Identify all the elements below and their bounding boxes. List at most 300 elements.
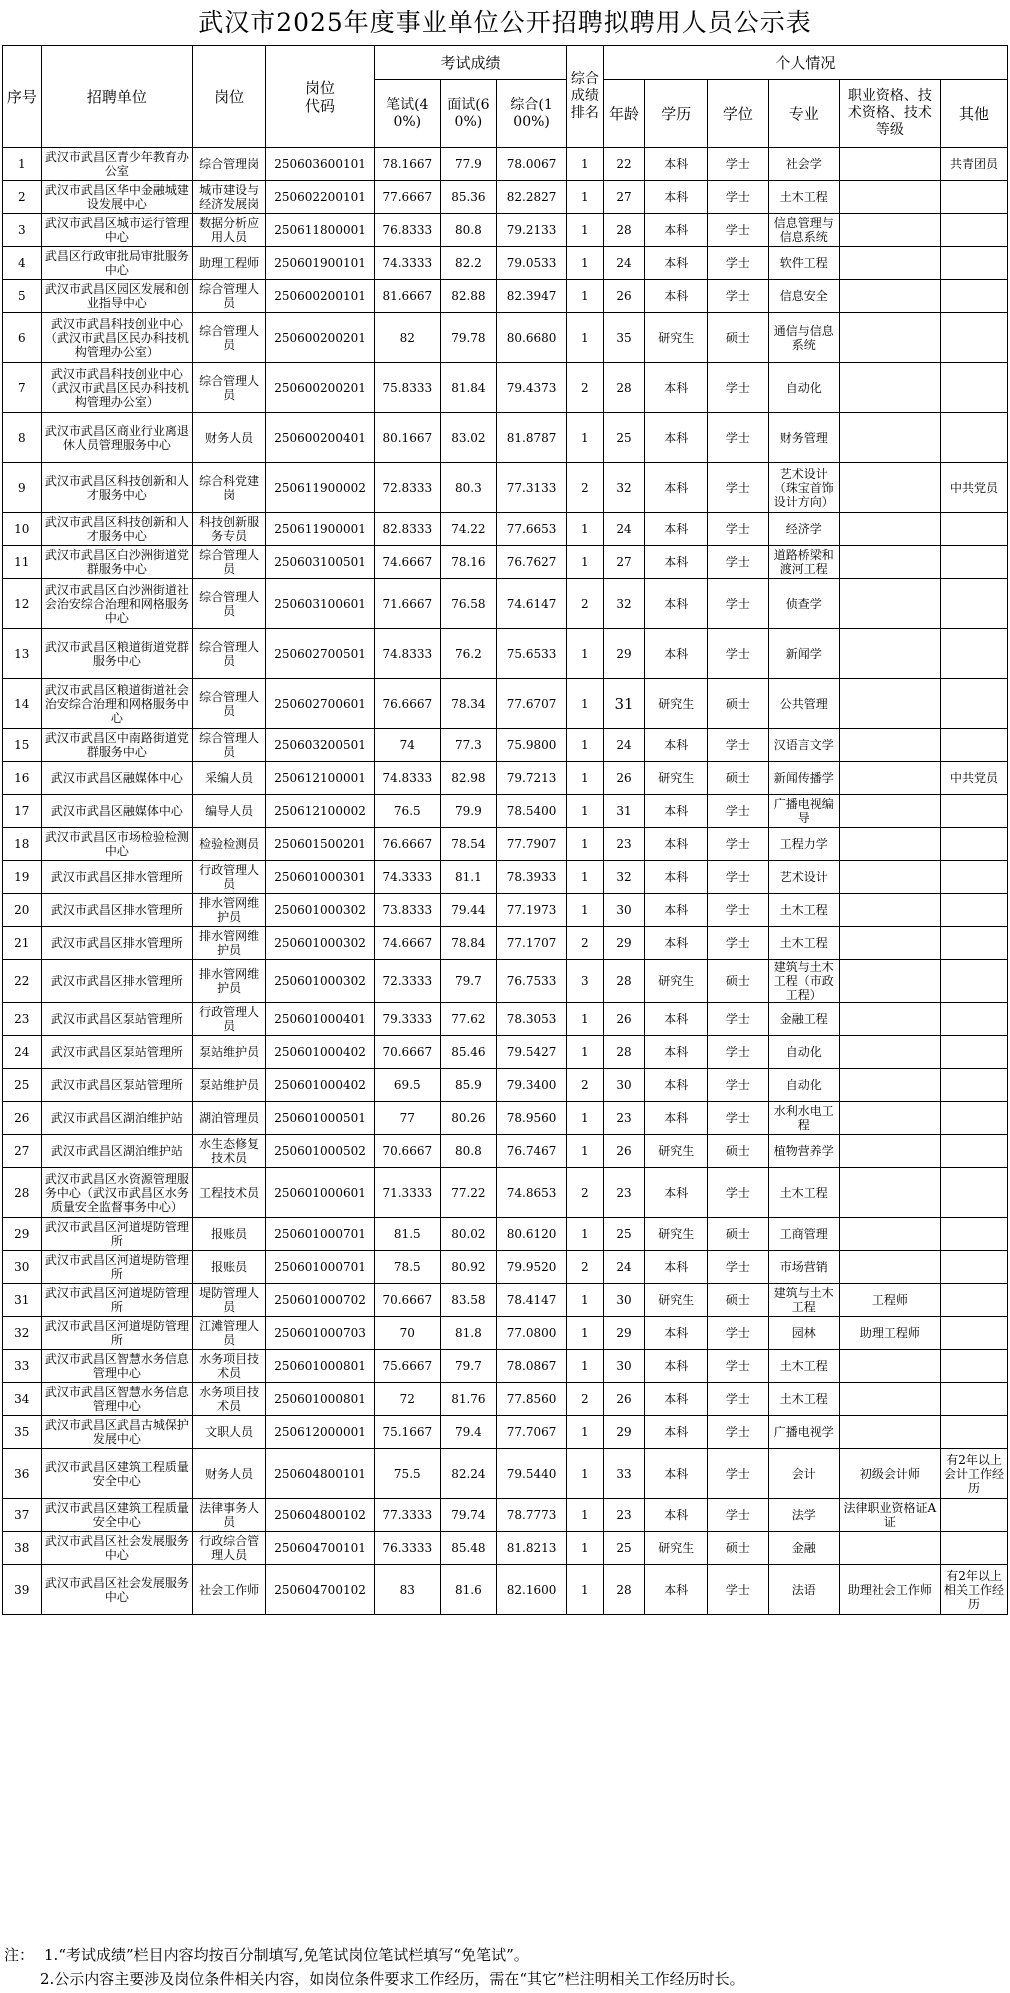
row-code: 250601000302	[266, 960, 375, 1003]
row-code: 250612100002	[266, 795, 375, 828]
header-qualification-text: 职业资格、技术资格、技术等级	[847, 88, 932, 138]
row-qualification	[839, 1102, 940, 1135]
row-other	[941, 1218, 1008, 1251]
row-rank: 1	[567, 1565, 604, 1615]
row-other	[941, 579, 1008, 629]
row-other	[941, 1350, 1008, 1383]
row-qualification: 助理工程师	[839, 1317, 940, 1350]
row-seq: 16	[3, 762, 42, 795]
row-education: 研究生	[645, 1532, 708, 1565]
row-interview-score: 83.02	[440, 413, 496, 463]
row-other	[941, 513, 1008, 546]
table-row	[3, 1416, 1008, 1449]
row-total-score: 78.4147	[497, 1284, 567, 1317]
row-degree: 学士	[708, 513, 769, 546]
row-written-score: 72.3333	[374, 960, 440, 1003]
row-total-score: 78.7773	[497, 1499, 567, 1532]
row-age: 28	[603, 214, 645, 247]
row-code: 250601000801	[266, 1350, 375, 1383]
row-written-score: 82.8333	[374, 513, 440, 546]
row-qualification	[839, 795, 940, 828]
row-interview-score: 80.92	[440, 1251, 496, 1284]
row-qualification	[839, 927, 940, 960]
row-seq: 29	[3, 1218, 42, 1251]
footnotes	[4, 1943, 1004, 1991]
row-unit: 武汉市武昌区粮道街道党群服务中心	[41, 629, 192, 679]
row-interview-score: 81.6	[440, 1565, 496, 1615]
row-total-score: 78.5400	[497, 795, 567, 828]
row-total-score: 82.3947	[497, 280, 567, 313]
row-code: 250601000601	[266, 1168, 375, 1218]
row-interview-score: 80.8	[440, 214, 496, 247]
candidates-table	[2, 45, 1008, 1615]
row-total-score: 79.2133	[497, 214, 567, 247]
row-degree: 学士	[708, 363, 769, 413]
row-code: 250601000703	[266, 1317, 375, 1350]
header-degree: 学位	[708, 80, 769, 148]
row-code: 250604700101	[266, 1532, 375, 1565]
row-interview-score: 78.84	[440, 927, 496, 960]
row-seq: 18	[3, 828, 42, 861]
row-rank: 1	[567, 795, 604, 828]
row-code: 250601000402	[266, 1069, 375, 1102]
row-interview-score: 77.62	[440, 1003, 496, 1036]
row-qualification	[839, 280, 940, 313]
row-position: 水务项目技术员	[193, 1383, 266, 1416]
row-interview-score: 81.1	[440, 861, 496, 894]
row-degree: 学士	[708, 1499, 769, 1532]
row-written-score: 74.3333	[374, 861, 440, 894]
row-written-score: 72.8333	[374, 463, 440, 513]
row-other: 中共党员	[941, 762, 1008, 795]
row-qualification	[839, 1069, 940, 1102]
row-other: 中共党员	[941, 463, 1008, 513]
row-degree: 学士	[708, 1350, 769, 1383]
row-rank: 1	[567, 1284, 604, 1317]
row-rank: 2	[567, 1383, 604, 1416]
row-written-score: 71.6667	[374, 579, 440, 629]
row-interview-score: 81.8	[440, 1317, 496, 1350]
table-row	[3, 280, 1008, 313]
row-qualification	[839, 1135, 940, 1168]
row-age: 23	[603, 1102, 645, 1135]
header-age: 年龄	[603, 80, 645, 148]
row-education: 本科	[645, 861, 708, 894]
row-position: 综合管理人员	[193, 363, 266, 413]
row-code: 250603200501	[266, 729, 375, 762]
row-degree: 学士	[708, 1449, 769, 1499]
header-interview-text: 面试(60%)	[447, 96, 490, 130]
row-unit: 武汉市武昌区湖泊维护站	[41, 1102, 192, 1135]
row-unit: 武汉市武昌区科技创新和人才服务中心	[41, 463, 192, 513]
row-code: 250604700102	[266, 1565, 375, 1615]
row-age: 23	[603, 1499, 645, 1532]
row-code: 250601000801	[266, 1383, 375, 1416]
row-seq: 31	[3, 1284, 42, 1317]
row-seq: 21	[3, 927, 42, 960]
row-degree: 学士	[708, 894, 769, 927]
row-qualification	[839, 1383, 940, 1416]
row-unit: 武汉市武昌区粮道街道社会治安综合治理和网格服务中心	[41, 679, 192, 729]
row-unit: 武汉市武昌区城市运行管理中心	[41, 214, 192, 247]
row-total-score: 78.9560	[497, 1102, 567, 1135]
row-major: 自动化	[768, 1036, 839, 1069]
row-rank: 1	[567, 1449, 604, 1499]
footnote-prefix: 注：	[4, 1946, 35, 1964]
row-education: 本科	[645, 729, 708, 762]
row-unit: 武汉市武昌区河道堤防管理所	[41, 1317, 192, 1350]
row-education: 本科	[645, 1565, 708, 1615]
row-interview-score: 81.76	[440, 1383, 496, 1416]
row-unit: 武汉市武昌区河道堤防管理所	[41, 1284, 192, 1317]
header-written-text: 笔试(40%)	[386, 96, 429, 130]
row-code: 250600200101	[266, 280, 375, 313]
row-qualification	[839, 1218, 940, 1251]
row-age: 26	[603, 280, 645, 313]
row-seq: 3	[3, 214, 42, 247]
row-rank: 2	[567, 363, 604, 413]
row-rank: 2	[567, 927, 604, 960]
row-qualification: 初级会计师	[839, 1449, 940, 1499]
row-age: 28	[603, 1565, 645, 1615]
row-interview-score: 76.58	[440, 579, 496, 629]
header-major: 专业	[768, 80, 839, 148]
row-code: 250601000402	[266, 1036, 375, 1069]
row-written-score: 74.6667	[374, 546, 440, 579]
row-rank: 1	[567, 1317, 604, 1350]
row-code: 250603600101	[266, 148, 375, 181]
row-seq: 35	[3, 1416, 42, 1449]
row-major: 土木工程	[768, 894, 839, 927]
row-written-score: 82	[374, 313, 440, 363]
table-row	[3, 579, 1008, 629]
row-age: 26	[603, 762, 645, 795]
row-seq: 32	[3, 1317, 42, 1350]
row-major: 水利水电工程	[768, 1102, 839, 1135]
row-unit: 武汉市武昌区建筑工程质量安全中心	[41, 1449, 192, 1499]
row-rank: 1	[567, 214, 604, 247]
row-position: 综合管理人员	[193, 729, 266, 762]
row-total-score: 77.3133	[497, 463, 567, 513]
row-seq: 8	[3, 413, 42, 463]
row-unit: 武汉市武昌区科技创新和人才服务中心	[41, 513, 192, 546]
row-education: 本科	[645, 1069, 708, 1102]
row-total-score: 78.3053	[497, 1003, 567, 1036]
row-major: 市场营销	[768, 1251, 839, 1284]
row-education: 本科	[645, 546, 708, 579]
row-major: 信息管理与信息系统	[768, 214, 839, 247]
header-other: 其他	[941, 80, 1008, 148]
row-rank: 2	[567, 1069, 604, 1102]
row-education: 本科	[645, 148, 708, 181]
row-unit: 武汉市武昌区排水管理所	[41, 861, 192, 894]
row-unit: 武汉市武昌区白沙洲街道社会治安综合治理和网格服务中心	[41, 579, 192, 629]
row-education: 本科	[645, 828, 708, 861]
row-rank: 1	[567, 679, 604, 729]
row-major: 新闻学	[768, 629, 839, 679]
row-education: 本科	[645, 513, 708, 546]
row-total-score: 81.8787	[497, 413, 567, 463]
row-rank: 1	[567, 1102, 604, 1135]
row-total-score: 79.3400	[497, 1069, 567, 1102]
row-seq: 5	[3, 280, 42, 313]
row-position: 综合科党建岗	[193, 463, 266, 513]
row-rank: 1	[567, 861, 604, 894]
row-degree: 学士	[708, 1565, 769, 1615]
row-interview-score: 81.84	[440, 363, 496, 413]
row-education: 本科	[645, 1416, 708, 1449]
row-written-score: 76.8333	[374, 214, 440, 247]
row-age: 28	[603, 960, 645, 1003]
row-age: 25	[603, 413, 645, 463]
row-total-score: 78.0867	[497, 1350, 567, 1383]
row-code: 250601000701	[266, 1251, 375, 1284]
table-row	[3, 413, 1008, 463]
row-other	[941, 1284, 1008, 1317]
row-total-score: 79.0533	[497, 247, 567, 280]
row-unit: 武汉市武昌区融媒体中心	[41, 795, 192, 828]
row-position: 财务人员	[193, 413, 266, 463]
row-major: 土木工程	[768, 927, 839, 960]
row-seq: 24	[3, 1036, 42, 1069]
row-major: 软件工程	[768, 247, 839, 280]
row-education: 本科	[645, 1317, 708, 1350]
row-interview-score: 80.8	[440, 1135, 496, 1168]
row-qualification: 工程师	[839, 1284, 940, 1317]
row-code: 250611800001	[266, 214, 375, 247]
header-position: 岗位	[193, 46, 266, 148]
row-qualification	[839, 214, 940, 247]
row-degree: 学士	[708, 1383, 769, 1416]
row-degree: 学士	[708, 181, 769, 214]
row-code: 250612100001	[266, 762, 375, 795]
row-seq: 10	[3, 513, 42, 546]
row-rank: 1	[567, 148, 604, 181]
row-degree: 学士	[708, 927, 769, 960]
table-row	[3, 181, 1008, 214]
row-qualification	[839, 1168, 940, 1218]
table-row	[3, 1499, 1008, 1532]
header-education: 学历	[645, 80, 708, 148]
table-row	[3, 148, 1008, 181]
row-other	[941, 960, 1008, 1003]
row-education: 本科	[645, 1036, 708, 1069]
row-code: 250611900001	[266, 513, 375, 546]
row-interview-score: 82.88	[440, 280, 496, 313]
row-major: 经济学	[768, 513, 839, 546]
row-education: 本科	[645, 1003, 708, 1036]
row-interview-score: 82.24	[440, 1449, 496, 1499]
row-age: 25	[603, 1218, 645, 1251]
row-qualification	[839, 1532, 940, 1565]
row-interview-score: 80.26	[440, 1102, 496, 1135]
table-row	[3, 1317, 1008, 1350]
table-row	[3, 762, 1008, 795]
row-age: 30	[603, 894, 645, 927]
row-major: 自动化	[768, 363, 839, 413]
row-qualification	[839, 513, 940, 546]
row-total-score: 76.7627	[497, 546, 567, 579]
row-degree: 学士	[708, 861, 769, 894]
row-education: 本科	[645, 579, 708, 629]
row-rank: 1	[567, 629, 604, 679]
row-seq: 12	[3, 579, 42, 629]
row-interview-score: 80.3	[440, 463, 496, 513]
row-code: 250602700601	[266, 679, 375, 729]
row-age: 23	[603, 828, 645, 861]
row-major: 自动化	[768, 1069, 839, 1102]
row-written-score: 81.6667	[374, 280, 440, 313]
row-education: 研究生	[645, 679, 708, 729]
row-code: 250611900002	[266, 463, 375, 513]
row-other	[941, 1036, 1008, 1069]
row-qualification	[839, 762, 940, 795]
header-row-1	[3, 46, 1008, 80]
row-degree: 学士	[708, 1003, 769, 1036]
row-total-score: 79.9520	[497, 1251, 567, 1284]
table-row	[3, 214, 1008, 247]
row-rank: 3	[567, 960, 604, 1003]
row-degree: 硕士	[708, 1218, 769, 1251]
row-major: 法语	[768, 1565, 839, 1615]
row-qualification	[839, 1350, 940, 1383]
row-other	[941, 1251, 1008, 1284]
row-position: 法律事务人员	[193, 1499, 266, 1532]
row-seq: 14	[3, 679, 42, 729]
row-written-score: 75.6667	[374, 1350, 440, 1383]
header-personal: 个人情况	[603, 46, 1007, 80]
row-qualification	[839, 629, 940, 679]
row-total-score: 77.0800	[497, 1317, 567, 1350]
row-degree: 硕士	[708, 762, 769, 795]
row-major: 建筑与土木工程（市政工程）	[768, 960, 839, 1003]
row-other	[941, 1003, 1008, 1036]
row-other	[941, 413, 1008, 463]
row-position: 湖泊管理员	[193, 1102, 266, 1135]
row-total-score: 77.1707	[497, 927, 567, 960]
row-education: 本科	[645, 463, 708, 513]
row-education: 本科	[645, 1449, 708, 1499]
header-written	[374, 80, 440, 148]
row-seq: 23	[3, 1003, 42, 1036]
row-other	[941, 181, 1008, 214]
row-qualification: 助理社会工作师	[839, 1565, 940, 1615]
row-code: 250601000401	[266, 1003, 375, 1036]
row-degree: 学士	[708, 1102, 769, 1135]
row-position: 排水管网维护员	[193, 927, 266, 960]
row-major: 建筑与土木工程	[768, 1284, 839, 1317]
row-position: 报账员	[193, 1218, 266, 1251]
row-education: 研究生	[645, 313, 708, 363]
row-unit: 武汉市武昌区排水管理所	[41, 894, 192, 927]
row-unit: 武汉市武昌区河道堤防管理所	[41, 1218, 192, 1251]
table-row	[3, 1135, 1008, 1168]
row-major: 通信与信息系统	[768, 313, 839, 363]
row-major: 土木工程	[768, 181, 839, 214]
row-other	[941, 1383, 1008, 1416]
row-interview-score: 79.74	[440, 1499, 496, 1532]
row-education: 本科	[645, 795, 708, 828]
table-row	[3, 861, 1008, 894]
header-interview	[440, 80, 496, 148]
row-qualification	[839, 247, 940, 280]
table-row	[3, 313, 1008, 363]
row-position: 泵站维护员	[193, 1036, 266, 1069]
table-row	[3, 1284, 1008, 1317]
row-code: 250612000001	[266, 1416, 375, 1449]
row-other	[941, 247, 1008, 280]
row-qualification	[839, 861, 940, 894]
row-position: 行政管理人员	[193, 1003, 266, 1036]
row-written-score: 76.5	[374, 795, 440, 828]
table-row	[3, 828, 1008, 861]
row-rank: 2	[567, 463, 604, 513]
row-major: 公共管理	[768, 679, 839, 729]
row-unit: 武汉市武昌区社会发展服务中心	[41, 1532, 192, 1565]
table-row	[3, 513, 1008, 546]
row-rank: 1	[567, 1036, 604, 1069]
row-other	[941, 729, 1008, 762]
row-age: 30	[603, 1284, 645, 1317]
row-unit: 武汉市武昌区智慧水务信息管理中心	[41, 1350, 192, 1383]
row-total-score: 78.0067	[497, 148, 567, 181]
row-degree: 学士	[708, 1069, 769, 1102]
row-other	[941, 546, 1008, 579]
row-position: 助理工程师	[193, 247, 266, 280]
header-qualification	[839, 80, 940, 148]
row-unit: 武汉市武昌区河道堤防管理所	[41, 1251, 192, 1284]
row-other	[941, 280, 1008, 313]
row-unit: 武昌区行政审批局审批服务中心	[41, 247, 192, 280]
row-unit: 武汉市武昌区青少年教育办公室	[41, 148, 192, 181]
row-degree: 学士	[708, 148, 769, 181]
row-age: 24	[603, 247, 645, 280]
table-row	[3, 927, 1008, 960]
row-written-score: 74.8333	[374, 762, 440, 795]
row-seq: 4	[3, 247, 42, 280]
row-total-score: 82.1600	[497, 1565, 567, 1615]
row-qualification	[839, 729, 940, 762]
row-age: 29	[603, 629, 645, 679]
row-total-score: 76.7467	[497, 1135, 567, 1168]
row-total-score: 77.7907	[497, 828, 567, 861]
row-major: 金融工程	[768, 1003, 839, 1036]
row-major: 新闻传播学	[768, 762, 839, 795]
row-rank: 2	[567, 1168, 604, 1218]
row-code: 250600200201	[266, 363, 375, 413]
row-degree: 学士	[708, 280, 769, 313]
row-unit: 武汉市武昌区融媒体中心	[41, 762, 192, 795]
row-other	[941, 795, 1008, 828]
row-other	[941, 1135, 1008, 1168]
row-total-score: 79.5440	[497, 1449, 567, 1499]
row-rank: 1	[567, 828, 604, 861]
row-degree: 硕士	[708, 313, 769, 363]
row-rank: 1	[567, 894, 604, 927]
row-degree: 学士	[708, 546, 769, 579]
row-interview-score: 82.2	[440, 247, 496, 280]
row-degree: 学士	[708, 1036, 769, 1069]
row-education: 本科	[645, 413, 708, 463]
row-age: 27	[603, 181, 645, 214]
header-total	[497, 80, 567, 148]
row-education: 本科	[645, 1350, 708, 1383]
row-interview-score: 83.58	[440, 1284, 496, 1317]
row-code: 250601000702	[266, 1284, 375, 1317]
table-row	[3, 546, 1008, 579]
row-position: 行政综合管理人员	[193, 1532, 266, 1565]
row-qualification	[839, 148, 940, 181]
